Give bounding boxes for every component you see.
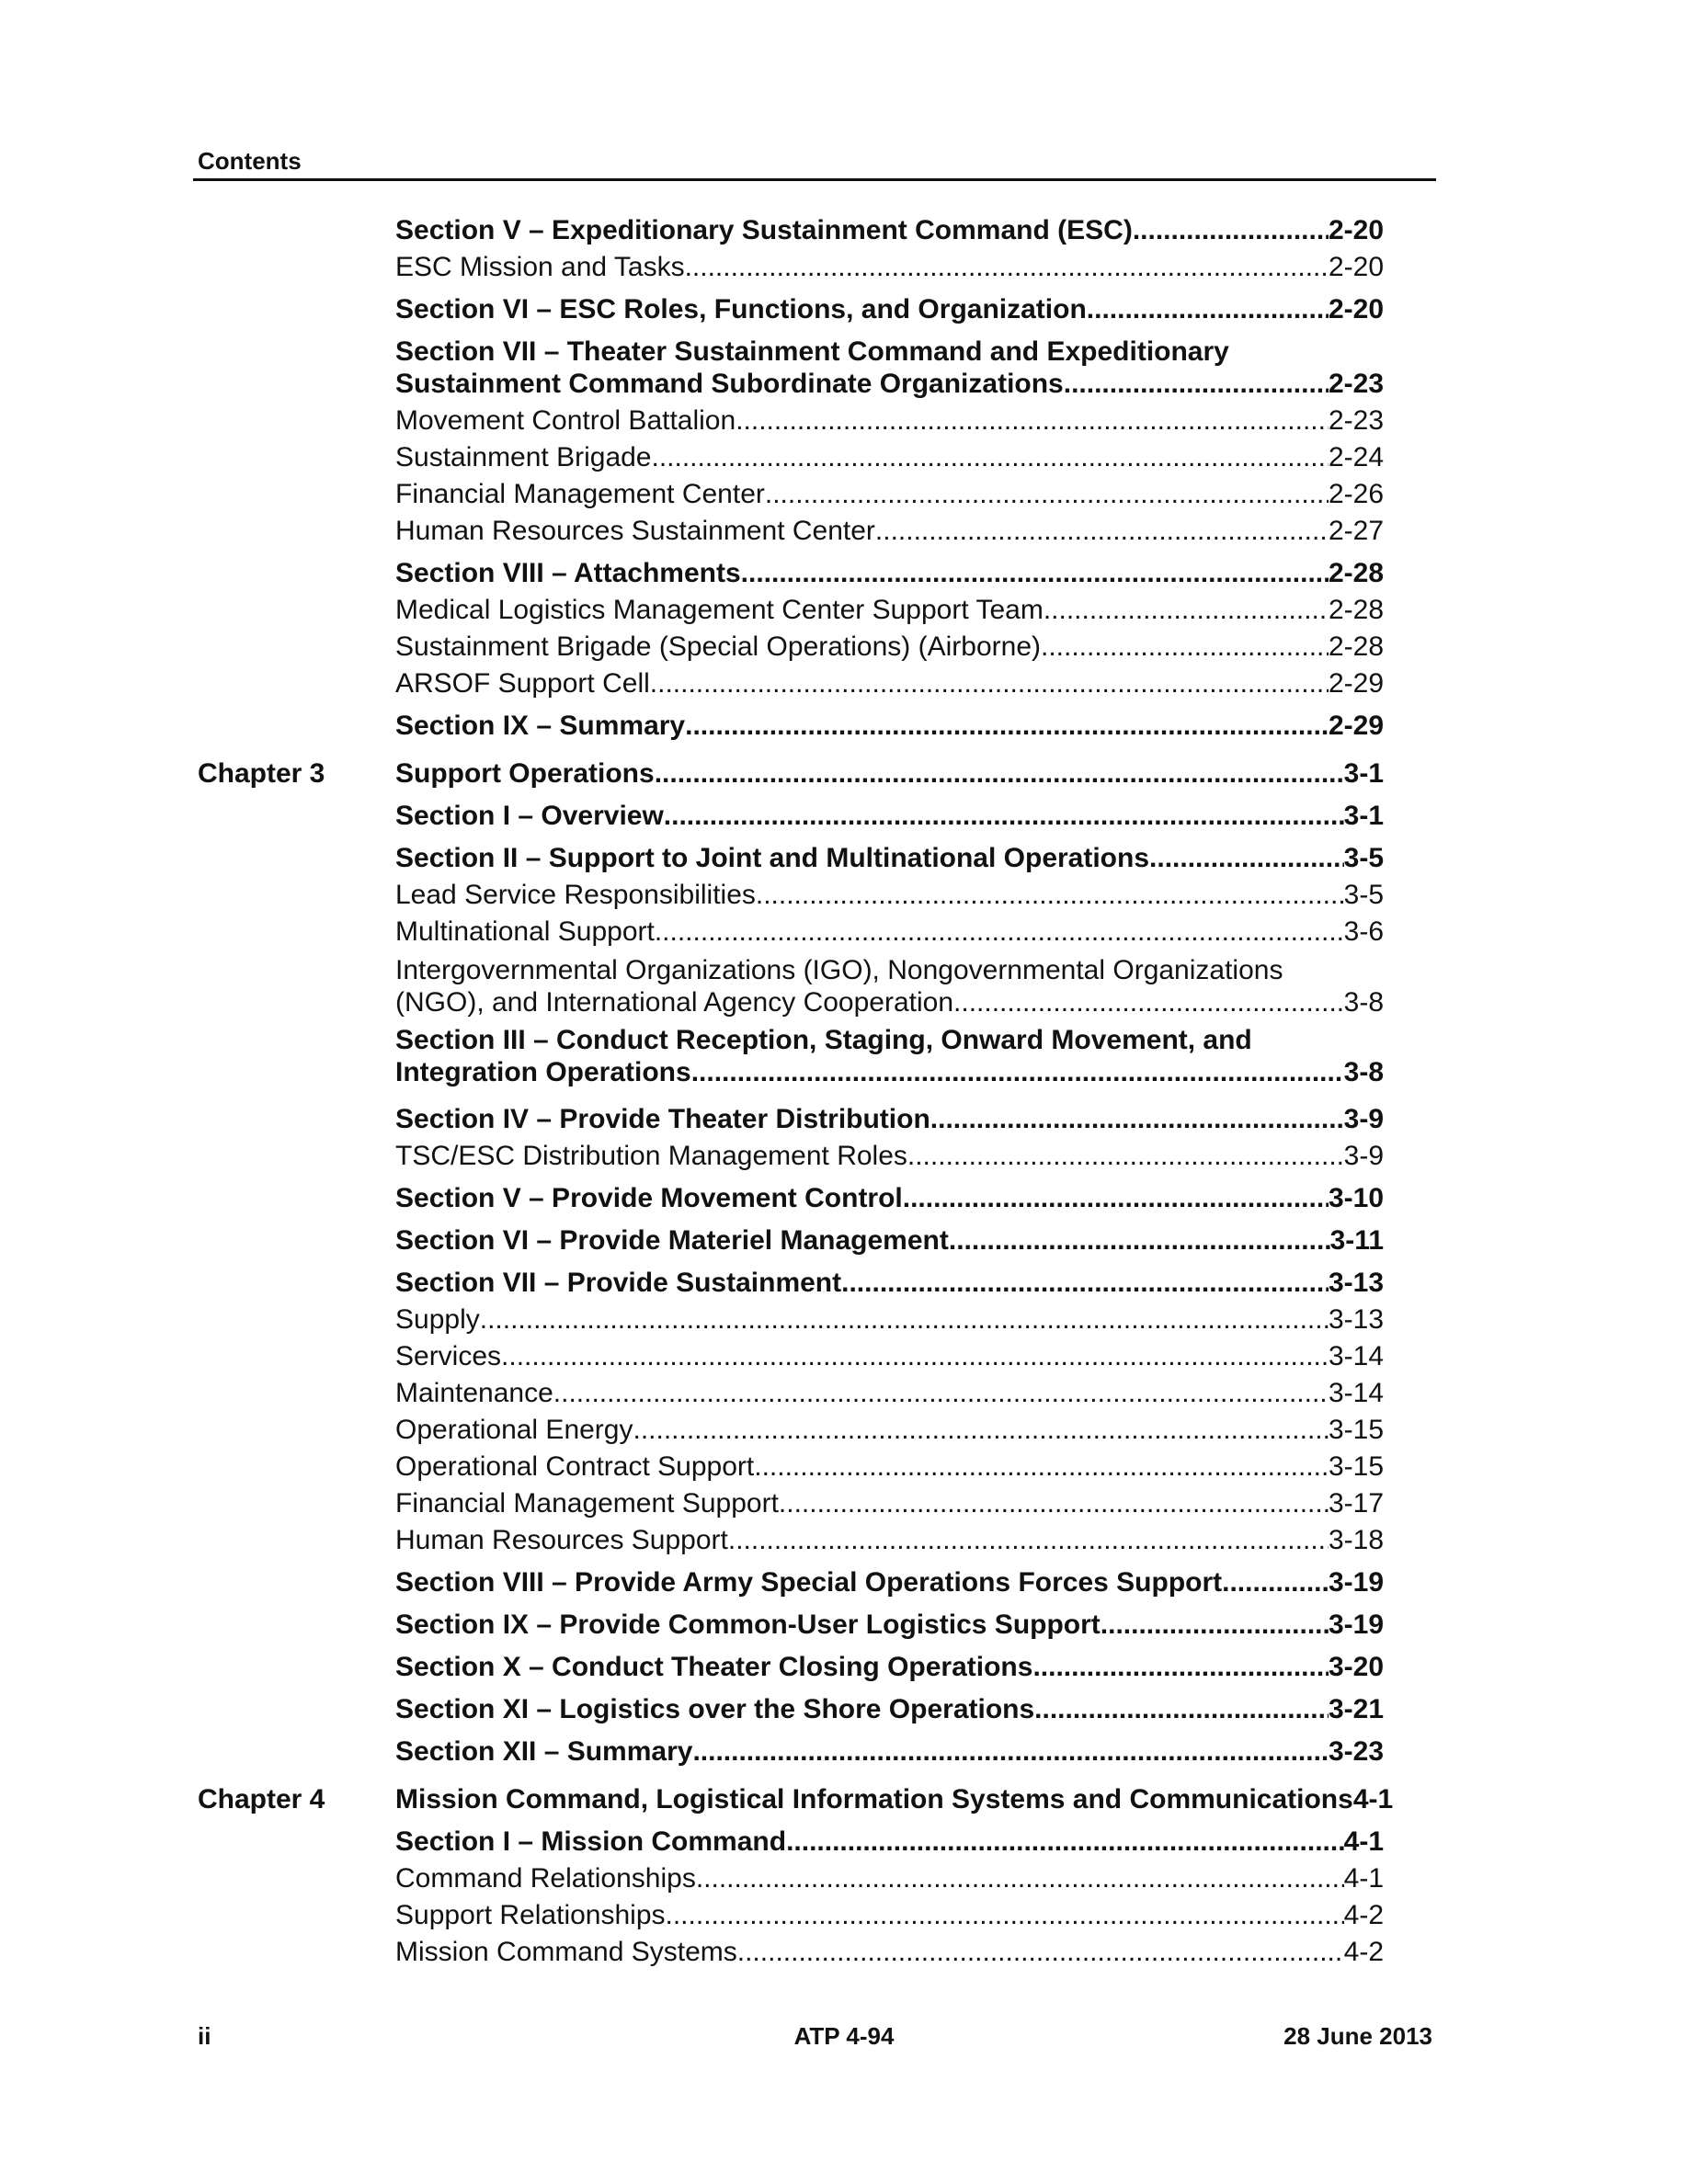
toc-entry-page: 3-1: [1343, 801, 1384, 831]
toc-entry-title: Section III – Conduct Reception, Staging, Onward Movement, and: [395, 1025, 1252, 1055]
toc-entry-page: 2-23: [1328, 369, 1384, 399]
dot-leader: [779, 1487, 1329, 1519]
dot-leader: [691, 1056, 1344, 1088]
toc-entry-page: 2-28: [1328, 595, 1384, 625]
toc-entry-page: 3-20: [1328, 1652, 1384, 1682]
toc-entry[interactable]: [395, 336, 1384, 400]
toc-entry-page: 3-15: [1328, 1451, 1384, 1482]
dot-leader: [786, 1826, 1344, 1858]
toc-entry-page: 3-5: [1343, 843, 1384, 873]
toc-entry-page: 2-29: [1328, 711, 1384, 741]
toc-entry[interactable]: [395, 800, 1384, 832]
toc-entry[interactable]: [395, 1267, 1384, 1299]
toc-entry-page: 3-1: [1343, 758, 1384, 789]
toc-entry-title: Medical Logistics Management Center Support Team: [395, 595, 1044, 625]
toc-entry[interactable]: [395, 1450, 1384, 1483]
toc-entry[interactable]: [395, 757, 1384, 790]
dot-leader: [685, 251, 1329, 283]
footer-page-number: ii: [198, 2022, 211, 2050]
dot-leader: [765, 478, 1329, 510]
toc-entry[interactable]: [395, 1899, 1384, 1931]
toc-entry-title: Section VII – Provide Sustainment: [395, 1268, 842, 1298]
toc-entry-page: 4-2: [1343, 1937, 1384, 1967]
toc-entry-page: 2-29: [1328, 668, 1384, 699]
toc-entry[interactable]: [395, 1651, 1384, 1683]
toc-entry-title: Supply: [395, 1304, 480, 1335]
dot-leader: [652, 441, 1329, 473]
toc-entry-title: ARSOF Support Cell: [395, 668, 650, 699]
header-label: Contents: [198, 147, 302, 175]
dot-leader: [655, 916, 1344, 948]
toc-entry[interactable]: [395, 1862, 1384, 1894]
toc-entry-page: 3-9: [1343, 1141, 1384, 1171]
toc-entry-page: 4-1: [1352, 1784, 1394, 1814]
toc-entry[interactable]: [395, 1693, 1384, 1725]
toc-entry-title: (NGO), and International Agency Cooperation: [395, 987, 954, 1018]
toc-entry[interactable]: [395, 1783, 1394, 1815]
toc-entry-page: 3-21: [1328, 1694, 1384, 1724]
dot-leader: [1044, 594, 1329, 626]
dot-leader: [655, 757, 1344, 790]
chapter-label: Chapter 3: [198, 758, 325, 789]
toc-entry[interactable]: [395, 1524, 1384, 1556]
toc-entry[interactable]: [395, 404, 1384, 437]
dot-leader: [736, 404, 1329, 437]
toc-entry[interactable]: [395, 441, 1384, 473]
toc-entry-title: Mission Command, Logistical Information Systems and Communications: [395, 1784, 1353, 1814]
dot-leader: [1087, 293, 1329, 325]
toc-entry-title: Integration Operations: [395, 1057, 691, 1087]
dot-leader: [907, 1140, 1344, 1172]
dot-leader: [728, 1524, 1329, 1556]
dot-leader: [480, 1303, 1329, 1336]
toc-entry-page: 2-28: [1328, 631, 1384, 662]
dot-leader: [949, 1224, 1330, 1257]
dot-leader: [692, 1735, 1329, 1768]
toc-entry-title: Multinational Support: [395, 916, 655, 947]
dot-leader: [650, 667, 1329, 700]
toc-entry-title: Section XI – Logistics over the Shore Operations: [395, 1694, 1035, 1724]
toc-entry[interactable]: [395, 214, 1384, 246]
toc-entry-title: Section I – Mission Command: [395, 1826, 787, 1857]
toc-entry-page: 3-13: [1328, 1304, 1384, 1335]
dot-leader: [553, 1377, 1329, 1409]
toc-entry[interactable]: [395, 667, 1384, 700]
toc-entry-title: Sustainment Brigade (Special Operations) (Airborne): [395, 631, 1041, 662]
dot-leader: [930, 1103, 1344, 1135]
toc-entry-title: Operational Contract Support: [395, 1451, 755, 1482]
toc-entry-title: Operational Energy: [395, 1415, 633, 1445]
toc-entry[interactable]: [395, 1182, 1384, 1214]
dot-leader: [666, 1899, 1344, 1931]
toc-entry-title: Mission Command Systems: [395, 1937, 737, 1967]
toc-entry-title: Section IV – Provide Theater Distribution: [395, 1104, 930, 1134]
toc-entry-title: Section VII – Theater Sustainment Command and Expeditionary: [395, 336, 1229, 367]
toc-entry-page: 3-10: [1328, 1183, 1384, 1213]
toc-entry-page: 2-26: [1328, 479, 1384, 509]
dot-leader: [754, 1450, 1329, 1483]
toc-entry-title: Support Operations: [395, 758, 655, 789]
toc-entry[interactable]: [395, 1735, 1384, 1768]
dot-leader: [841, 1267, 1329, 1299]
dot-leader: [1034, 1693, 1329, 1725]
toc-entry-title: TSC/ESC Distribution Management Roles: [395, 1141, 907, 1171]
toc-entry[interactable]: [395, 1566, 1384, 1598]
toc-entry-page: 3-18: [1328, 1525, 1384, 1555]
toc-entry[interactable]: [395, 1609, 1384, 1641]
toc-entry-title: Support Relationships: [395, 1900, 666, 1930]
toc-entry-title: Section VIII – Attachments: [395, 558, 741, 588]
toc-entry[interactable]: [395, 1826, 1384, 1858]
dot-leader: [953, 986, 1344, 1018]
dot-leader: [685, 710, 1329, 742]
toc-entry[interactable]: [395, 251, 1384, 283]
dot-leader: [1041, 631, 1329, 663]
dot-leader: [1133, 214, 1329, 246]
toc-entry-title: Human Resources Sustainment Center: [395, 516, 875, 546]
toc-entry-page: 3-11: [1329, 1225, 1384, 1256]
toc-entry-title: Section VI – Provide Materiel Management: [395, 1225, 949, 1256]
toc-entry-title: Financial Management Support: [395, 1488, 779, 1519]
dot-leader: [664, 800, 1344, 832]
toc-entry-page: 4-1: [1343, 1826, 1384, 1857]
toc-entry[interactable]: [395, 1303, 1384, 1336]
toc-entry-page: 3-5: [1343, 880, 1384, 910]
toc-entry-title: Services: [395, 1341, 502, 1371]
toc-entry[interactable]: [395, 1487, 1384, 1519]
toc-entry-page: 2-24: [1328, 442, 1384, 472]
dot-leader: [1222, 1566, 1329, 1598]
dot-leader: [1032, 1651, 1329, 1683]
toc-entry-page: 3-14: [1328, 1378, 1384, 1408]
footer-date: 28 June 2013: [1283, 2022, 1432, 2050]
footer-document-id: ATP 4-94: [793, 2022, 895, 2050]
toc-entry[interactable]: [395, 842, 1384, 874]
toc-entry[interactable]: [395, 557, 1384, 589]
toc-entry[interactable]: [395, 594, 1384, 626]
chapter-label: Chapter 4: [198, 1784, 325, 1814]
toc-entry-page: 4-2: [1343, 1900, 1384, 1930]
dot-leader: [1149, 842, 1344, 874]
toc-entry[interactable]: [395, 1414, 1384, 1446]
toc-entry-title: Section V – Expeditionary Sustainment Command (ESC): [395, 215, 1133, 245]
toc-entry-page: 3-8: [1343, 1057, 1384, 1087]
toc-entry-title: Financial Management Center: [395, 479, 765, 509]
toc-entry[interactable]: [395, 1024, 1384, 1088]
toc-entry-title: Section IX – Provide Common-User Logistics Support: [395, 1610, 1101, 1640]
toc-entry-title: Section V – Provide Movement Control: [395, 1183, 903, 1213]
toc-entry[interactable]: [395, 916, 1384, 948]
toc-entry-title: Maintenance: [395, 1378, 553, 1408]
toc-entry-page: 2-23: [1328, 405, 1384, 436]
dot-leader: [1101, 1609, 1329, 1641]
toc-entry-title: Section I – Overview: [395, 801, 664, 831]
toc-entry-title: Section VIII – Provide Army Special Operations Forces Support: [395, 1567, 1223, 1598]
toc-entry-page: 3-23: [1328, 1736, 1384, 1767]
toc-entry-title: Section IX – Summary: [395, 711, 686, 741]
dot-leader: [741, 557, 1329, 589]
toc-entry-title: Intergovernmental Organizations (IGO), Nongovernmental Organizations: [395, 955, 1283, 985]
toc-entry-title: Section X – Conduct Theater Closing Operations: [395, 1652, 1033, 1682]
dot-leader: [903, 1182, 1329, 1214]
toc-entry-title: ESC Mission and Tasks: [395, 252, 685, 282]
dot-leader: [875, 515, 1329, 547]
dot-leader: [756, 879, 1344, 911]
toc-entry[interactable]: [395, 1340, 1384, 1372]
toc-entry-page: 2-20: [1328, 215, 1384, 245]
dot-leader: [501, 1340, 1329, 1372]
toc-entry-title: Section VI – ESC Roles, Functions, and Organization: [395, 294, 1087, 324]
toc-entry[interactable]: [395, 1377, 1384, 1409]
toc-entry[interactable]: [395, 293, 1384, 325]
toc-entry[interactable]: [395, 879, 1384, 911]
toc-entry-page: 3-8: [1343, 987, 1384, 1018]
dot-leader: [737, 1936, 1344, 1968]
toc-entry-page: 3-17: [1328, 1488, 1384, 1519]
toc-entry-page: 2-20: [1328, 294, 1384, 324]
toc-entry-title: Sustainment Brigade: [395, 442, 652, 472]
toc-entry[interactable]: [395, 515, 1384, 547]
toc-entry-page: 3-14: [1328, 1341, 1384, 1371]
toc-entry-page: 3-19: [1328, 1610, 1384, 1640]
toc-entry[interactable]: [395, 1936, 1384, 1968]
toc-entry-page: 3-9: [1343, 1104, 1384, 1134]
toc-entry-page: 3-19: [1328, 1567, 1384, 1598]
toc-entry-page: 3-6: [1343, 916, 1384, 947]
toc-entry[interactable]: [395, 1103, 1384, 1135]
toc-entry-title: Lead Service Responsibilities: [395, 880, 756, 910]
toc-entry-title: Section XII – Summary: [395, 1736, 693, 1767]
toc-entry-page: 4-1: [1343, 1863, 1384, 1894]
toc-entry[interactable]: [395, 954, 1384, 1018]
dot-leader: [1064, 368, 1329, 400]
toc-entry-title: Human Resources Support: [395, 1525, 728, 1555]
dot-leader: [633, 1414, 1329, 1446]
toc-entry-page: 2-28: [1328, 558, 1384, 588]
toc-entry[interactable]: [395, 631, 1384, 663]
toc-entry[interactable]: [395, 478, 1384, 510]
toc-entry[interactable]: [395, 1140, 1384, 1172]
toc-entry-page: 3-13: [1328, 1268, 1384, 1298]
toc-entry-page: 2-20: [1328, 252, 1384, 282]
toc-entry-page: 3-15: [1328, 1415, 1384, 1445]
toc-entry-title: Movement Control Battalion: [395, 405, 736, 436]
toc-entry-title: Command Relationships: [395, 1863, 696, 1894]
toc-entry-page: 2-27: [1328, 516, 1384, 546]
toc-entry-title: Sustainment Command Subordinate Organizations: [395, 369, 1064, 399]
toc-entry[interactable]: [395, 1224, 1384, 1257]
dot-leader: [696, 1862, 1344, 1894]
toc-entry-title: Section II – Support to Joint and Multinational Operations: [395, 843, 1150, 873]
toc-entry[interactable]: [395, 710, 1384, 742]
